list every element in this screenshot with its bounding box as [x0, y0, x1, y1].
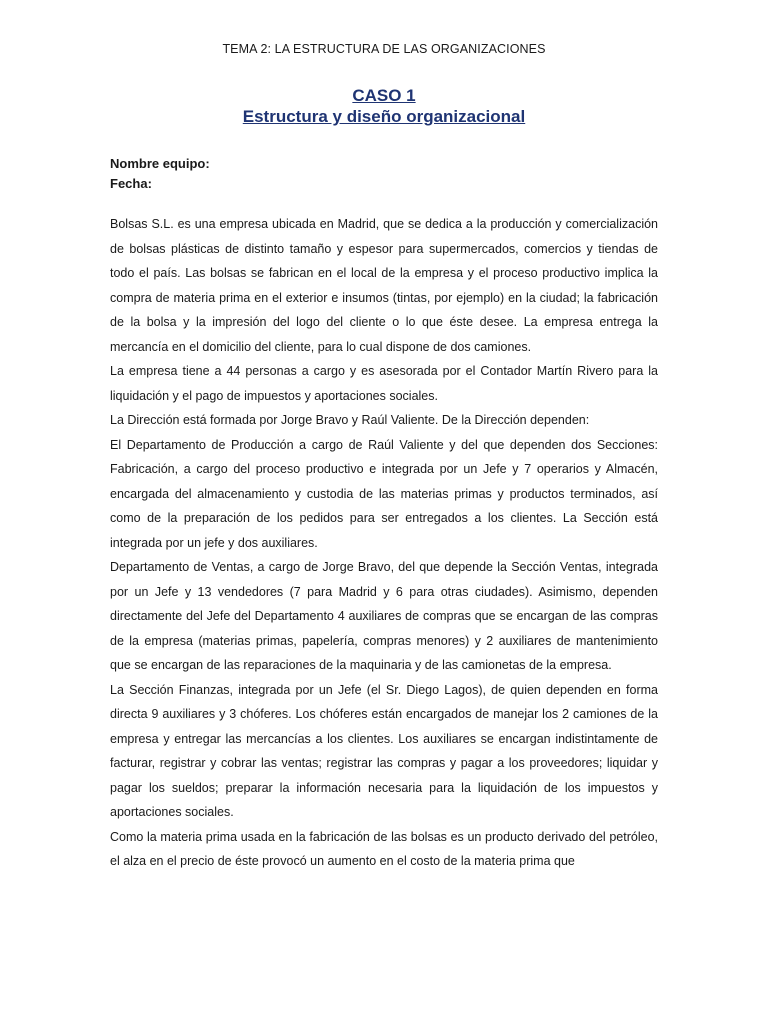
paragraph: La Sección Finanzas, integrada por un Jefe (el Sr. Diego Lagos), de quien dependen en forma directa 9 auxiliares y 3 chóferes. Los chóferes están encargados de manejar los 2 camiones de la empresa y entregar las mercancías a los clientes. Los auxiliares se encargan indistintamente de facturar, registrar y cobrar las ventas; registrar las compras y pagar a los proveedores; liquidar y pagar los sueldos; preparar la información necesaria para la liquidación de los impuestos y aportaciones sociales.	[110, 682, 658, 819]
form-fields	[110, 154, 210, 194]
paragraph: La Dirección está formada por Jorge Bravo y Raúl Valiente. De la Dirección dependen:	[110, 413, 590, 427]
team-name-label: Nombre equipo:	[110, 156, 210, 171]
running-header: TEMA 2: LA ESTRUCTURA DE LAS ORGANIZACIONES	[222, 42, 546, 56]
paragraph: El Departamento de Producción a cargo de Raúl Valiente y del que dependen dos Secciones: Fabricación, a cargo del proceso productivo e integrada por un Jefe y 7 operarios y Almacén, encargada del almacenamiento y custodia de las materias primas y productos terminados, así como de la preparación de los pedidos para ser entregados a los clientes. La Sección está integrada por un jefe y dos auxiliares.	[110, 437, 658, 550]
paragraph: Departamento de Ventas, a cargo de Jorge Bravo, del que depende la Sección Ventas, integrada por un Jefe y 13 vendedores (7 para Madrid y 6 para otras ciudades). Asimismo, dependen directamente del Jefe del Departamento 4 auxiliares de compras que se encargan de las compras de la empresa (materias primas, papelería, compras menores) y 2 auxiliares de mantenimiento que se encargan de las reparaciones de la maquinaria y de las camionetas de la empresa.	[110, 560, 658, 672]
paragraph: Como la materia prima usada en la fabricación de las bolsas es un producto derivado del petróleo, el alza en el precio de éste provocó un aumento en el costo de la materia prima que	[110, 829, 658, 868]
paragraph: La empresa tiene a 44 personas a cargo y es asesorada por el Contador Martín Rivero para la liquidación y el pago de impuestos y aportaciones sociales.	[110, 364, 658, 403]
paragraph: Bolsas S.L. es una empresa ubicada en Madrid, que se dedica a la producción y comercialización de bolsas plásticas de distinto tamaño y espesor para supermercados, comercios y tiendas de todo el país. Las bolsas se fabrican en el local de la empresa y el proceso productivo implica la compra de materia prima en el exterior e insumos (tintas, por ejemplo) en la ciudad; la fabricación de la bolsa y la impresión del logo del cliente o lo que éste desee. La empresa entrega la mercancía en el domicilio del cliente, para lo cual dispone de dos camiones.	[110, 217, 658, 354]
date-label: Fecha:	[110, 176, 152, 191]
body-text	[110, 212, 658, 874]
case-title	[0, 86, 768, 128]
case-number: CASO 1	[352, 86, 416, 105]
case-subtitle: Estructura y diseño organizacional	[242, 107, 526, 126]
